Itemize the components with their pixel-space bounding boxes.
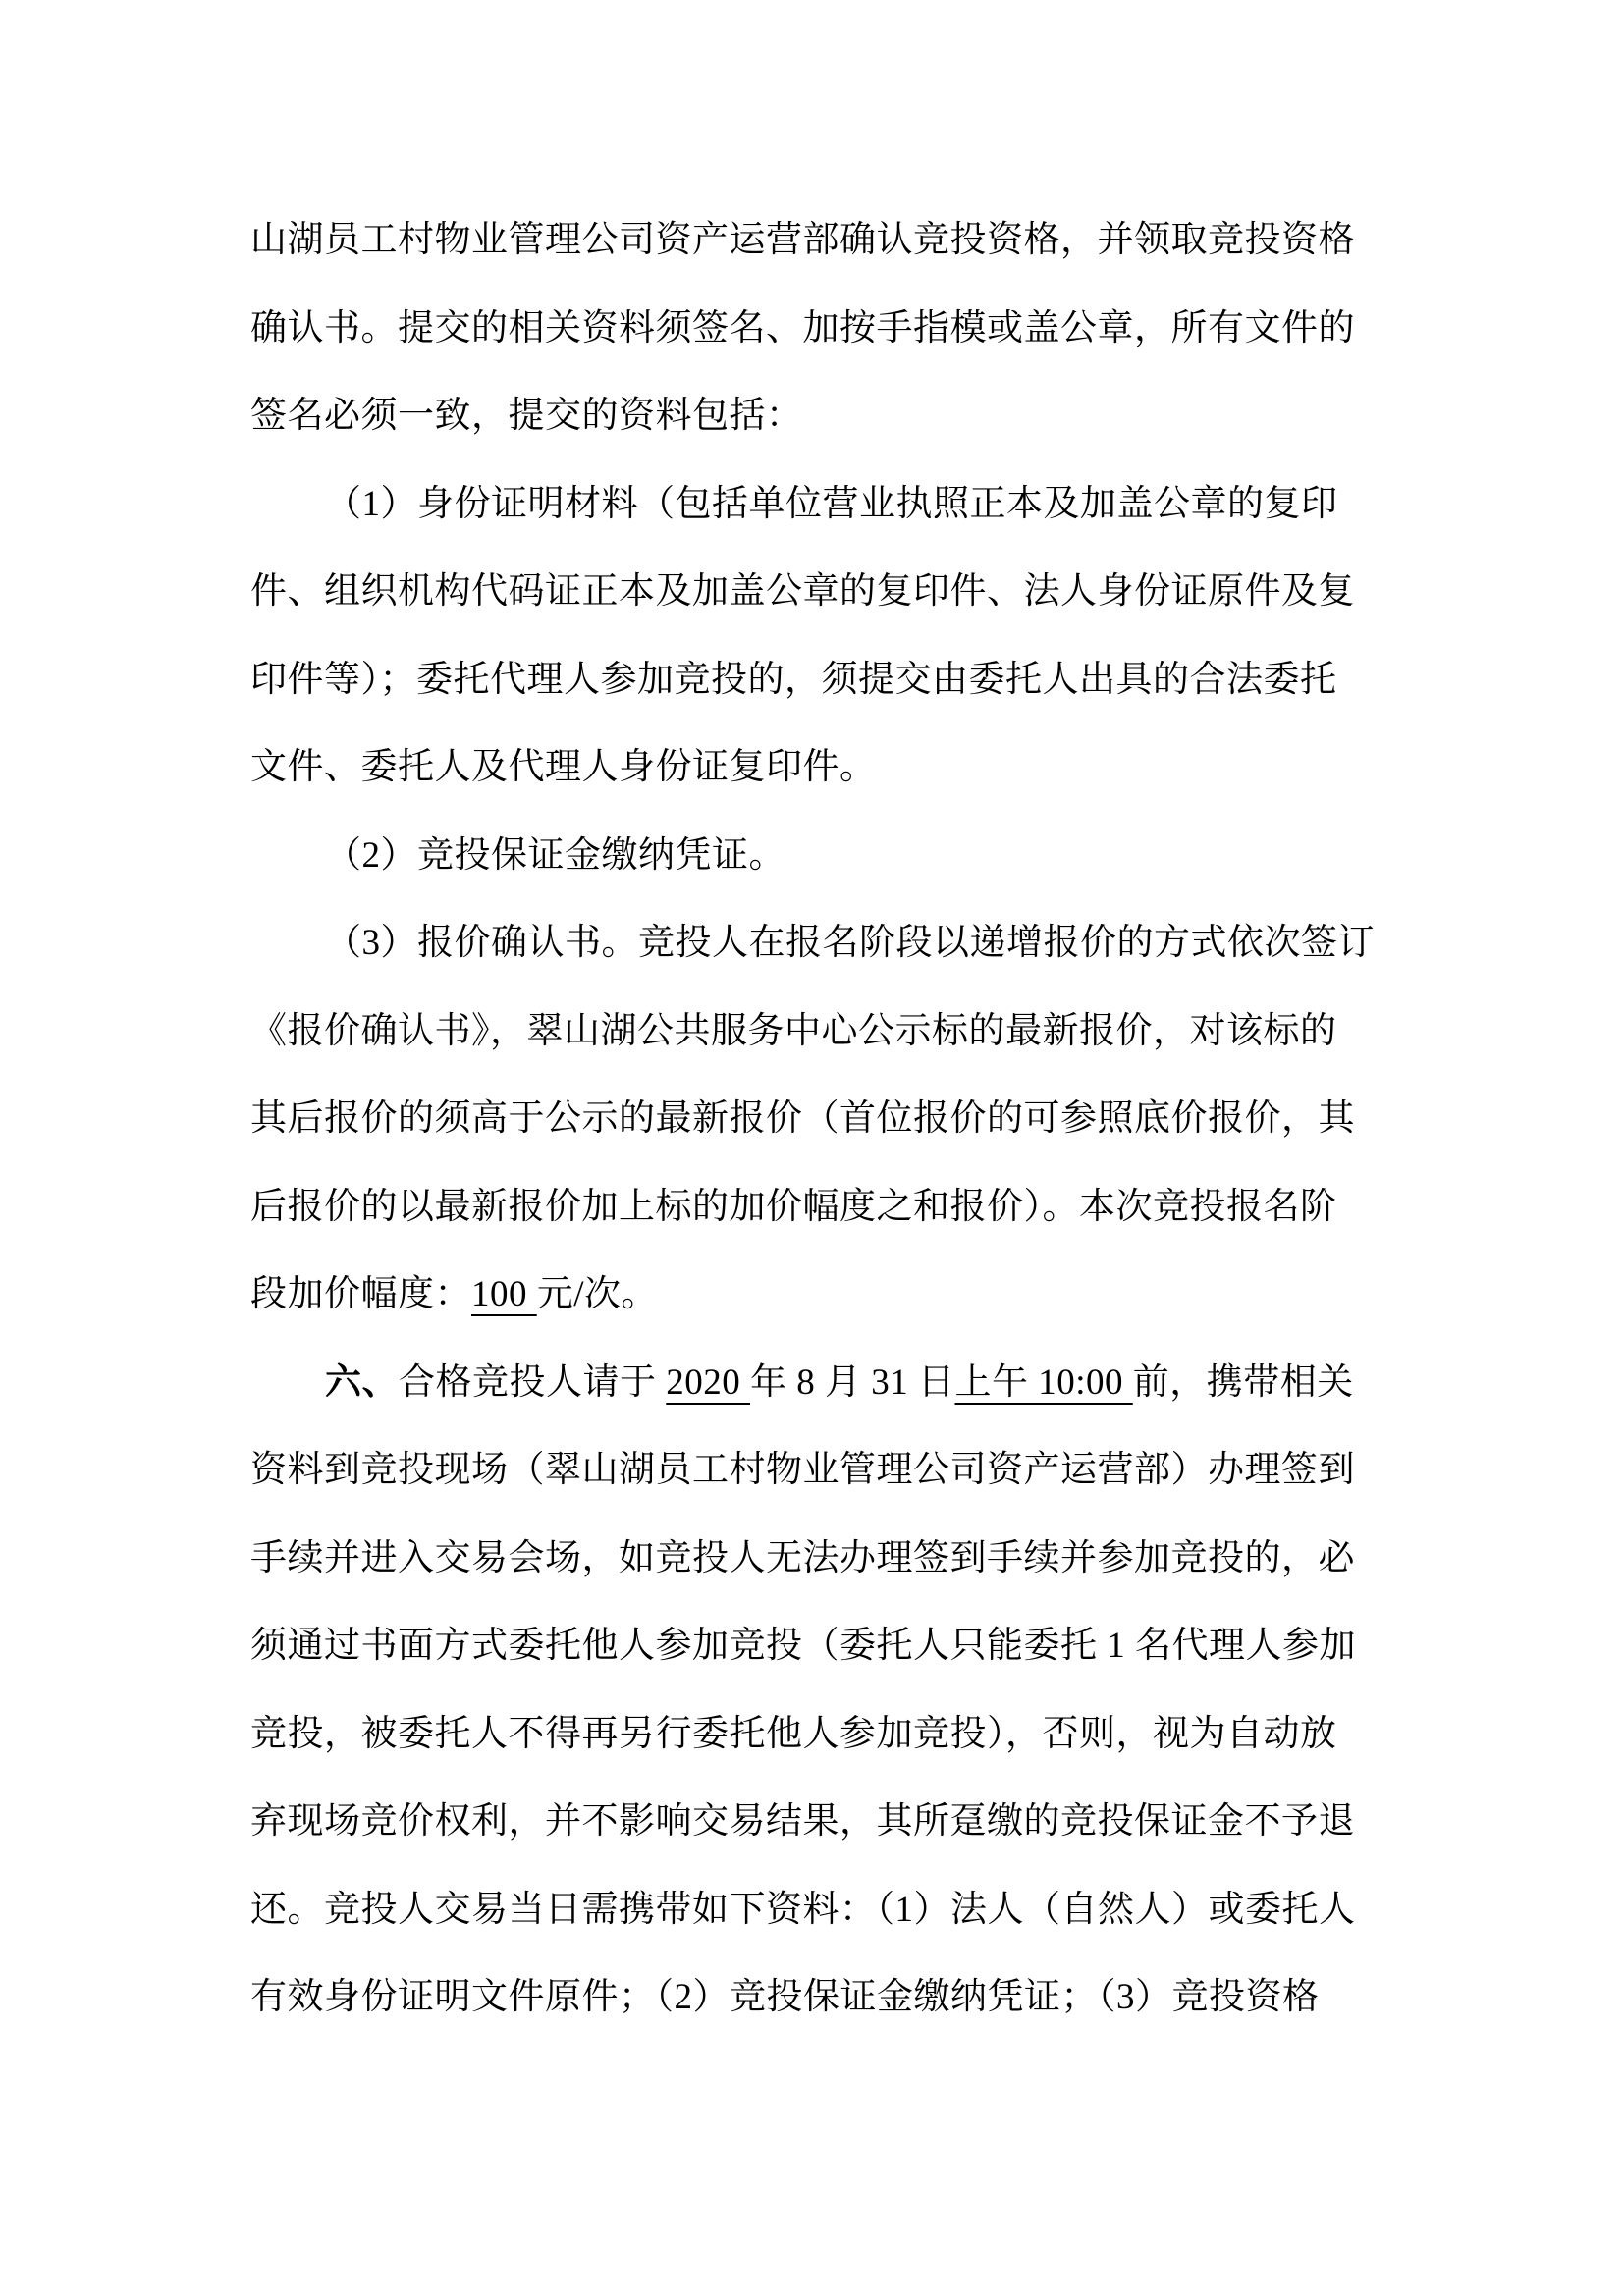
text-run: 还。竞投人交易当日需携带如下资料：（1）法人（自然人）或委托人 xyxy=(250,1889,1356,1930)
text-line xyxy=(250,1690,1358,1779)
text-run: 签名必须一致，提交的资料包括： xyxy=(250,396,803,436)
text-line xyxy=(250,372,1358,460)
text-run: （1）身份证明材料（包括单位营业执照正本及加盖公章的复印 xyxy=(325,483,1338,524)
text-run: 合格竞投人请于 xyxy=(399,1362,667,1403)
text-line xyxy=(250,1426,1358,1515)
text-line xyxy=(250,1339,1358,1427)
text-run: 手续并进入交易会场，如竞投人无法办理签到手续并参加竞投的，必 xyxy=(250,1537,1355,1578)
text-run: （3）报价确认书。竞投人在报名阶段以递增报价的方式依次签订 xyxy=(325,923,1375,963)
text-run: 文件、委托人及代理人身份证复印件。 xyxy=(250,747,877,787)
text-run: 确认书。提交的相关资料须签名、加按手指模或盖公章，所有文件的 xyxy=(250,307,1355,348)
section-number-bold: 六、 xyxy=(325,1362,399,1403)
text-line xyxy=(250,285,1358,373)
text-line xyxy=(250,723,1358,812)
text-run: 资料到竞投现场（翠山湖员工村物业管理公司资产运营部）办理签到 xyxy=(250,1450,1355,1490)
text-run: 其后报价的须高于公示的最新报价（首位报价的可参照底价报价，其 xyxy=(250,1098,1355,1139)
text-line xyxy=(250,1778,1358,1866)
text-run: 山湖员工村物业管理公司资产运营部确认竞投资格，并领取竞投资格 xyxy=(250,220,1355,260)
text-line xyxy=(250,899,1375,988)
text-line xyxy=(250,636,1358,724)
text-run: 《报价确认书》，翠山湖公共服务中心公示标的最新报价，对该标的 xyxy=(250,1010,1337,1051)
text-run: 年 8 月 31 日 xyxy=(750,1362,955,1403)
text-run: 须通过书面方式委托他人参加竞投（委托人只能委托 1 名代理人参加 xyxy=(250,1626,1356,1666)
document-text-block xyxy=(250,196,1375,2042)
text-line xyxy=(250,548,1358,636)
text-run: 件、组织机构代码证正本及加盖公章的复印件、法人身份证原件及复 xyxy=(250,571,1355,612)
text-line xyxy=(250,1866,1358,1954)
text-run: 竞投，被委托人不得再另行委托他人参加竞投），否则，视为自动放 xyxy=(250,1713,1337,1754)
underlined-text: 2020 xyxy=(666,1362,750,1403)
text-line xyxy=(250,1075,1358,1163)
text-run: 有效身份证明文件原件；（2）竞投保证金缴纳凭证；（3）竞投资格 xyxy=(250,1977,1320,2017)
text-line xyxy=(250,1953,1358,2042)
text-line xyxy=(250,812,1358,900)
text-line xyxy=(250,1163,1358,1252)
underlined-text: 100 xyxy=(471,1274,537,1314)
text-line xyxy=(250,1251,1358,1339)
text-run: （2）竞投保证金缴纳凭证。 xyxy=(325,834,785,876)
text-run: 段加价幅度： xyxy=(250,1274,471,1314)
text-line xyxy=(250,196,1358,285)
text-run: 印件等）；委托代理人参加竞投的，须提交由委托人出具的合法委托 xyxy=(250,659,1337,700)
text-run: 前，携带相关 xyxy=(1132,1362,1354,1403)
underlined-text: 上午 10:00 xyxy=(954,1362,1133,1403)
text-run: 后报价的以最新报价加上标的加价幅度之和报价）。本次竞投报名阶 xyxy=(250,1186,1337,1227)
text-run: 弃现场竞价权利，并不影响交易结果，其所趸缴的竞投保证金不予退 xyxy=(250,1801,1355,1842)
text-run: 元/次。 xyxy=(536,1274,659,1314)
text-line xyxy=(250,988,1358,1076)
text-line xyxy=(250,1602,1358,1690)
text-line xyxy=(250,1515,1358,1603)
text-line xyxy=(250,460,1358,549)
